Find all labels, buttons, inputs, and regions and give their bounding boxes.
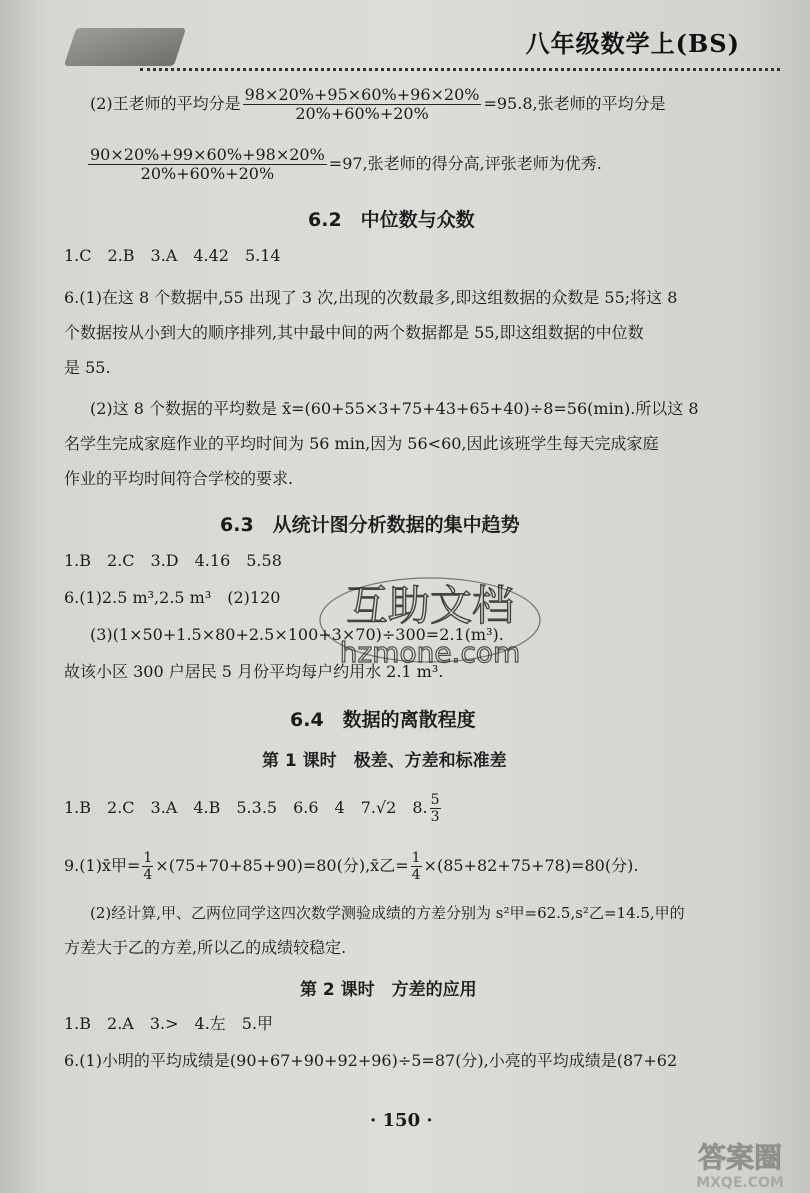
s64-answers-2: 1.B 2.A 3.> 4.左 5.甲 <box>64 1014 274 1033</box>
s64-q9-line1 <box>64 850 638 883</box>
section-title-6-4: 6.4 数据的离散程度 <box>290 709 476 731</box>
answer-8-fraction <box>430 792 441 825</box>
s62-q6-line4: (2)这 8 个数据的平均数是 x̄=(60+55×3+75+43+65+40)÷8=56(min).所以这 8 <box>90 399 699 418</box>
s62-answers: 1.C 2.B 3.A 4.42 5.14 <box>64 246 281 265</box>
header-logo-icon <box>64 28 186 66</box>
fraction-denominator: 20%+60%+20% <box>295 104 429 123</box>
p1-fraction-2 <box>88 146 327 183</box>
header-dotted-rule <box>140 66 780 71</box>
q9-fraction-1 <box>142 850 153 883</box>
p1-l1-pre: (2)王老师的平均分是 <box>90 94 241 113</box>
watermark-text-2: hzmone.com <box>339 636 521 669</box>
p1-l2-post: =97,张老师的得分高,评张老师为优秀. <box>328 154 602 173</box>
watermark-text-1: 互助文档 <box>345 581 515 630</box>
corner-logo-text-2: MXQE.COM <box>696 1175 784 1191</box>
p1-line1 <box>90 86 666 123</box>
s62-q6-line1: 6.(1)在这 8 个数据中,55 出现了 3 次,出现的次数最多,即这组数据的众数是 55;将这 8 <box>64 288 678 307</box>
fraction-denominator: 4 <box>411 867 421 883</box>
s62-q6-line5: 名学生完成家庭作业的平均时间为 56 min,因为 56<60,因此该班学生每天完成家庭 <box>64 434 659 453</box>
s64-q9-line3: 方差大于乙的方差,所以乙的成绩较稳定. <box>64 938 347 957</box>
header-title: 八年级数学上(BS) <box>525 29 740 58</box>
fraction-denominator: 4 <box>143 867 153 883</box>
fraction-denominator: 20%+60%+20% <box>140 164 275 183</box>
s63-answers: 1.B 2.C 3.D 4.16 5.58 <box>64 551 282 570</box>
q9-part-c: ×(85+82+75+78)=80(分). <box>423 856 639 875</box>
s63-q6-line3: 故该小区 300 户居民 5 月份平均每户约用水 2.1 m³. <box>64 662 444 681</box>
fraction-numerator: 90×20%+99×60%+98×20% <box>90 145 325 164</box>
fraction-numerator: 1 <box>143 850 153 866</box>
p1-line2 <box>86 146 602 183</box>
q9-part-b: ×(75+70+85+90)=80(分),x̄乙= <box>155 856 409 875</box>
section-title-6-3: 6.3 从统计图分析数据的集中趋势 <box>220 514 520 536</box>
s63-q6-line2: (3)(1×50+1.5×80+2.5×100+3×70)÷300=2.1(m³). <box>90 625 504 644</box>
fraction-numerator: 1 <box>411 850 421 866</box>
page-header <box>60 18 780 70</box>
s62-q6-line2: 个数据按从小到大的顺序排列,其中最中间的两个数据都是 55,即这组数据的中位数 <box>64 323 644 342</box>
fraction-denominator: 3 <box>430 809 440 825</box>
s64-answers <box>64 792 443 825</box>
watermark-ring <box>320 578 540 662</box>
p1-fraction-1 <box>243 86 482 123</box>
page-number: · 150 · <box>370 1110 433 1131</box>
q9-part-a: 9.(1)x̄甲= <box>64 856 141 875</box>
fraction-numerator: 5 <box>430 792 440 808</box>
s62-q6-line3: 是 55. <box>64 358 111 377</box>
lesson-2-title: 第 2 课时 方差的应用 <box>300 980 477 1000</box>
corner-logo-text-1: 答案圈 <box>697 1141 783 1174</box>
s64-answers-text: 1.B 2.C 3.A 4.B 5.3.5 6.6 4 7.√2 8. <box>64 798 428 817</box>
lesson-1-title: 第 1 课时 极差、方差和标准差 <box>262 751 507 771</box>
s64-q6-line1: 6.(1)小明的平均成绩是(90+67+90+92+96)÷5=87(分),小亮的平均成绩是(87+62 <box>64 1051 678 1070</box>
section-title-6-2: 6.2 中位数与众数 <box>308 209 475 231</box>
s64-q9-line2: (2)经计算,甲、乙两位同学这四次数学测验成绩的方差分别为 s²甲=62.5,s²乙=14.5,甲的 <box>90 904 685 922</box>
fraction-numerator: 98×20%+95×60%+96×20% <box>244 85 480 104</box>
corner-logo <box>680 1135 800 1193</box>
s63-q6-line1: 6.(1)2.5 m³,2.5 m³ (2)120 <box>64 588 281 607</box>
q9-fraction-2 <box>411 850 422 883</box>
s62-q6-line6: 作业的平均时间符合学校的要求. <box>64 469 294 488</box>
p1-l1-post: =95.8,张老师的平均分是 <box>483 94 666 113</box>
